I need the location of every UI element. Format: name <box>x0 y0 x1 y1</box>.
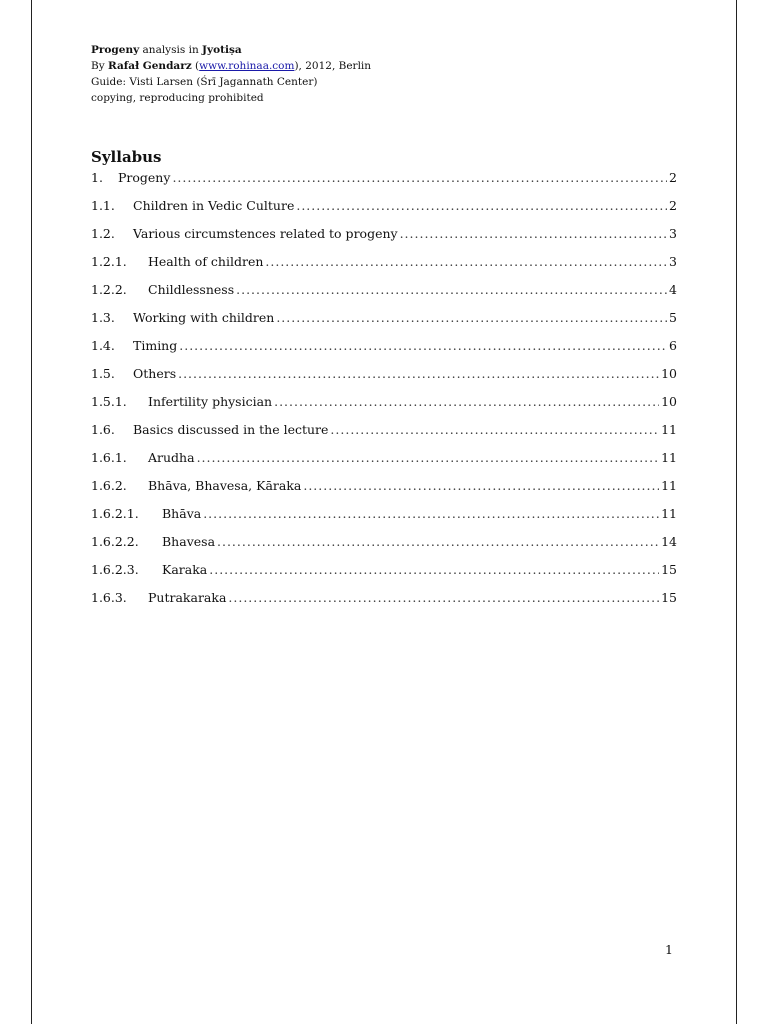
table-of-contents <box>91 170 677 618</box>
toc-entry-title: Others <box>133 366 177 381</box>
toc-entry-number: 1.6.2.3. <box>91 562 139 577</box>
toc-entry-page: 11 <box>661 478 677 493</box>
header-title-bold-b: Jyotiṣa <box>202 44 242 56</box>
toc-entry-number: 1.2.2. <box>91 282 127 297</box>
toc-entry[interactable] <box>91 226 677 254</box>
toc-entry[interactable] <box>91 338 677 366</box>
toc-entry-page: 15 <box>661 590 677 605</box>
document-header <box>91 42 371 106</box>
toc-dot-leader <box>217 534 659 549</box>
toc-entry[interactable] <box>91 254 677 282</box>
toc-entry-title: Progeny <box>118 170 171 185</box>
toc-dot-leader <box>303 478 659 493</box>
toc-entry-page: 15 <box>661 562 677 577</box>
toc-entry-title: Arudha <box>148 450 195 465</box>
toc-entry-page: 10 <box>661 366 677 381</box>
toc-entry-title: Karaka <box>162 562 208 577</box>
toc-entry-number: 1.6.1. <box>91 450 127 465</box>
toc-entry[interactable] <box>91 422 677 450</box>
header-guide-line: Guide: Visti Larsen (Śrī Jagannath Center) <box>91 76 318 88</box>
toc-entry-page: 11 <box>661 422 677 437</box>
toc-dot-leader <box>330 422 659 437</box>
toc-entry-number: 1.3. <box>91 310 115 325</box>
toc-entry[interactable] <box>91 394 677 422</box>
toc-entry-page: 2 <box>669 198 677 213</box>
toc-entry-title: Children in Vedic Culture <box>133 198 295 213</box>
toc-entry-title: Health of children <box>148 254 264 269</box>
toc-entry[interactable] <box>91 506 677 534</box>
toc-entry-title: Bhāva, Bhavesa, Kāraka <box>148 478 302 493</box>
toc-entry-number: 1.2. <box>91 226 115 241</box>
toc-entry[interactable] <box>91 198 677 226</box>
toc-entry[interactable] <box>91 282 677 310</box>
toc-entry-title: Basics discussed in the lecture <box>133 422 329 437</box>
header-author-open: ( <box>191 60 200 72</box>
toc-entry-page: 2 <box>669 170 677 185</box>
toc-entry[interactable] <box>91 478 677 506</box>
toc-entry-title: Bhavesa <box>162 534 216 549</box>
toc-dot-leader <box>236 282 667 297</box>
toc-entry-number: 1.6.2. <box>91 478 127 493</box>
toc-dot-leader <box>228 590 659 605</box>
toc-entry-number: 1.6.3. <box>91 590 127 605</box>
toc-entry[interactable] <box>91 534 677 562</box>
toc-entry-page: 3 <box>669 226 677 241</box>
toc-entry[interactable] <box>91 170 677 198</box>
toc-entry-title: Working with children <box>133 310 275 325</box>
toc-entry-page: 4 <box>669 282 677 297</box>
toc-dot-leader <box>197 450 660 465</box>
toc-dot-leader <box>179 338 667 353</box>
toc-entry[interactable] <box>91 450 677 478</box>
toc-entry-title: Childlessness <box>148 282 235 297</box>
toc-dot-leader <box>209 562 659 577</box>
toc-entry[interactable] <box>91 310 677 338</box>
toc-dot-leader <box>203 506 659 521</box>
toc-entry-number: 1.5. <box>91 366 115 381</box>
toc-entry-number: 1.2.1. <box>91 254 127 269</box>
toc-entry-page: 10 <box>661 394 677 409</box>
toc-dot-leader <box>274 394 659 409</box>
toc-entry-number: 1.6.2.2. <box>91 534 139 549</box>
header-author-line <box>91 58 371 74</box>
toc-entry-page: 5 <box>669 310 677 325</box>
toc-entry-number: 1.6.2.1. <box>91 506 139 521</box>
toc-entry-title: Putrakaraka <box>148 590 227 605</box>
toc-entry[interactable] <box>91 590 677 618</box>
header-title-line <box>91 42 371 58</box>
toc-entry[interactable] <box>91 366 677 394</box>
toc-entry-page: 11 <box>661 450 677 465</box>
header-copyright-line: copying, reproducing prohibited <box>91 92 264 104</box>
toc-entry-number: 1. <box>91 170 103 185</box>
toc-dot-leader <box>265 254 667 269</box>
toc-entry-page: 11 <box>661 506 677 521</box>
toc-entry-number: 1.6. <box>91 422 115 437</box>
toc-entry[interactable] <box>91 562 677 590</box>
toc-entry-page: 3 <box>669 254 677 269</box>
toc-entry-page: 6 <box>669 338 677 353</box>
header-title-bold-a: Progeny <box>91 44 140 56</box>
page-number: 1 <box>665 942 673 957</box>
toc-dot-leader <box>400 226 667 241</box>
toc-dot-leader <box>172 170 667 185</box>
toc-entry-title: Infertility physician <box>148 394 273 409</box>
toc-entry-title: Bhāva <box>162 506 202 521</box>
toc-dot-leader <box>178 366 659 381</box>
header-author-prefix: By <box>91 60 108 72</box>
syllabus-heading: Syllabus <box>91 148 162 166</box>
header-author-name: Rafał Gendarz <box>108 60 192 72</box>
toc-entry-title: Timing <box>133 338 178 353</box>
toc-entry-number: 1.1. <box>91 198 115 213</box>
toc-entry-number: 1.4. <box>91 338 115 353</box>
header-author-post: ), 2012, Berlin <box>294 60 372 72</box>
header-title-rest: analysis in <box>139 44 203 56</box>
toc-entry-title: Various circumstences related to progeny <box>133 226 398 241</box>
toc-entry-page: 14 <box>661 534 677 549</box>
toc-dot-leader <box>276 310 667 325</box>
toc-dot-leader <box>296 198 667 213</box>
toc-entry-number: 1.5.1. <box>91 394 127 409</box>
header-website-link[interactable]: www.rohinaa.com <box>199 60 295 72</box>
